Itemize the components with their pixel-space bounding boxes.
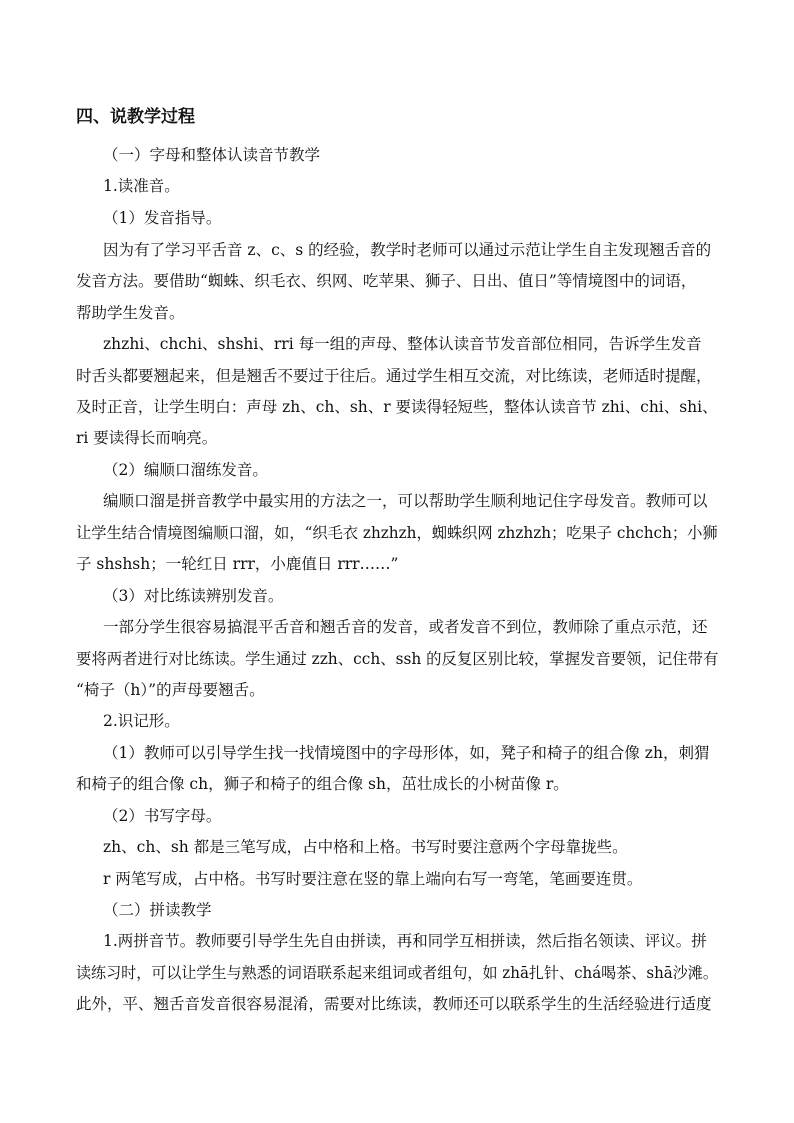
subsection-heading: （一）字母和整体认读音节教学 <box>103 146 321 164</box>
sub-item-heading: （1）发音指导。 <box>103 209 222 227</box>
subsection-heading: （二）拼读教学 <box>103 901 212 919</box>
numbered-item: 1.读准音。 <box>103 177 180 195</box>
paragraph-line: 时舌头都要翘起来，但是翘舌不要过于往后。通过学生相互交流，对比练读，老师适时提醒， <box>76 367 712 385</box>
numbered-item: 2.识记形。 <box>103 712 180 730</box>
paragraph-line: 因为有了学习平舌音 z、c、s 的经验，教学时老师可以通过示范让学生自主发现翘舌音的 <box>103 241 712 259</box>
paragraph-line: 帮助学生发音。 <box>76 304 185 322</box>
paragraph-line: zh、ch、sh 都是三笔写成，占中格和上格。书写时要注意两个字母靠拢些。 <box>103 838 628 856</box>
paragraph-line: 一部分学生很容易搞混平舌音和翘舌音的发音，或者发音不到位，教师除了重点示范，还 <box>103 618 708 636</box>
sub-item-heading: （2）编顺口溜练发音。 <box>103 461 268 479</box>
paragraph-line: 要将两者进行对比练读。学生通过 zzh、cch、ssh 的反复区别比较，掌握发音要领，记住带有 <box>76 650 719 668</box>
paragraph-line: 让学生结合情境图编顺口溜，如，“织毛衣 zhzhzh，蜘蛛织网 zhzhzh；吃果子 chchch；小狮 <box>76 524 718 542</box>
paragraph-line: 编顺口溜是拼音教学中最实用的方法之一，可以帮助学生顺利地记住字母发音。教师可以 <box>103 492 708 510</box>
paragraph-line: 发音方法。要借助“蜘蛛、织毛衣、织网、吃苹果、狮子、日出、值日”等情境图中的词语， <box>76 272 697 290</box>
paragraph-line: r 两笔写成，占中格。书写时要注意在竖的靠上端向右写一弯笔，笔画要连贯。 <box>103 870 643 888</box>
paragraph-line: 及时正音，让学生明白：声母 zh、ch、sh、r 要读得轻短些，整体认读音节 zhi、chi、shi、 <box>76 398 718 416</box>
paragraph-line: 读练习时，可以让学生与熟悉的词语联系起来组词或者组句，如 zhā扎针、chá喝茶、shā沙滩。 <box>76 964 718 982</box>
paragraph-line: ri 要读得长而响亮。 <box>76 429 218 447</box>
paragraph-line: 此外，平、翘舌音发音很容易混淆，需要对比练读，教师还可以联系学生的生活经验进行适度 <box>76 995 712 1013</box>
sub-item-heading: （2）书写字母。 <box>103 807 222 825</box>
sub-item-heading: （3）对比练读辨别发音。 <box>103 587 284 605</box>
paragraph-line: zhzhi、chchi、shshi、rri 每一组的声母、整体认读音节发音部位相同，告诉学生发音 <box>103 335 702 353</box>
paragraph-line: “椅子（h）”的声母要翘舌。 <box>76 681 265 699</box>
paragraph-line: 子 shshsh；一轮红日 rrr，小鹿值日 rrr……” <box>76 555 399 573</box>
paragraph-line: 和椅子的组合像 ch，狮子和椅子的组合像 sh，茁壮成长的小树苗像 r。 <box>76 775 569 793</box>
section-heading: 四、说教学过程 <box>76 107 195 127</box>
paragraph-line: 1.两拼音节。教师要引导学生先自由拼读，再和同学互相拼读，然后指名领读、评议。拼 <box>103 932 707 950</box>
paragraph-line: （1）教师可以引导学生找一找情境图中的字母形体，如，凳子和椅子的组合像 zh，刺猬 <box>103 744 710 762</box>
